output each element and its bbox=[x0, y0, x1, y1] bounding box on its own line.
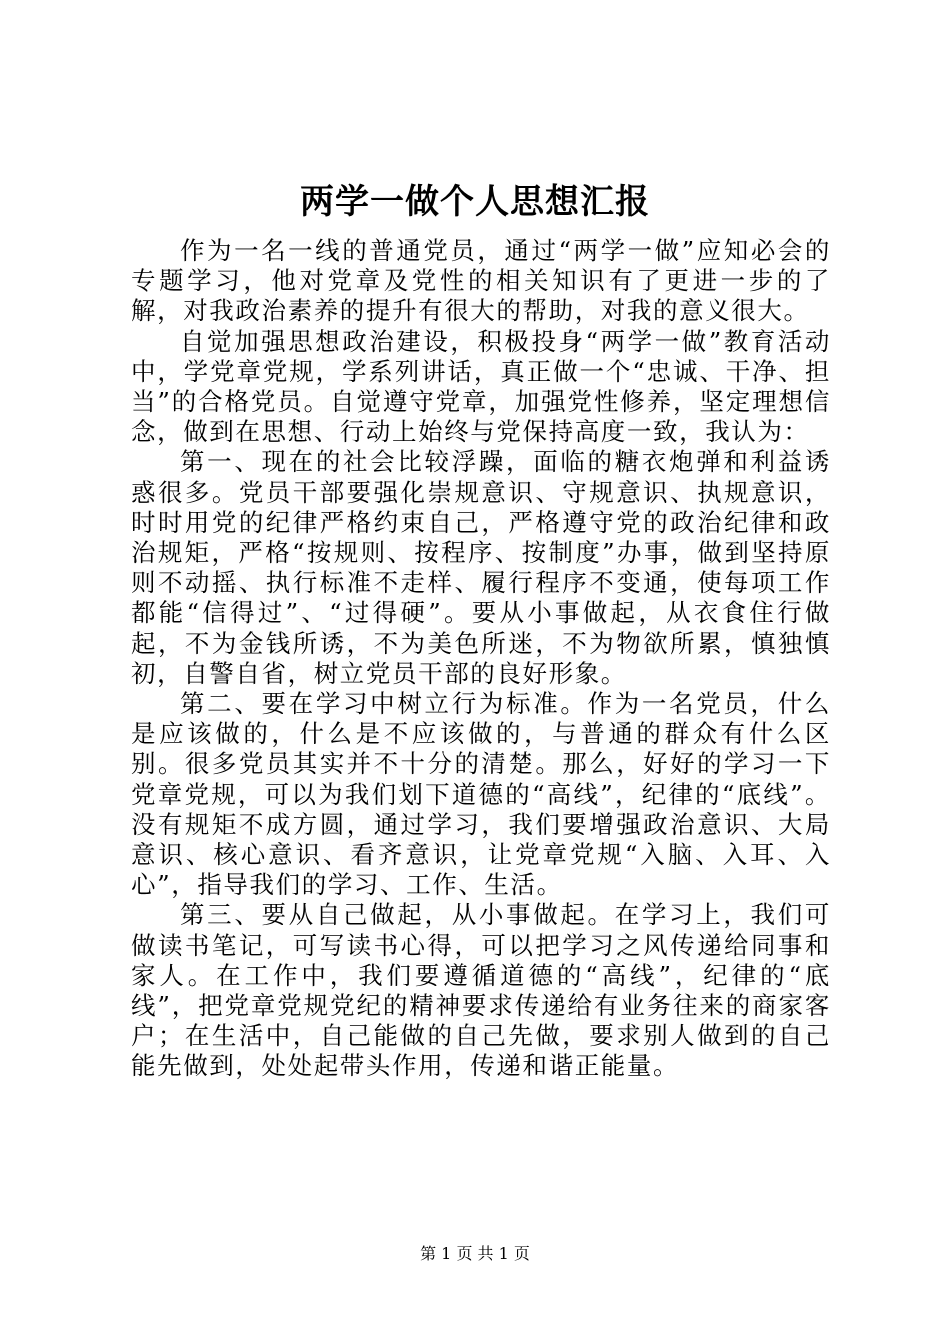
paragraph-point-three: 第三、要从自己做起，从小事做起。在学习上，我们可做读书笔记，可写读书心得，可以把学习之风传递给同事和家人。在工作中，我们要遵循道德的“高线”，纪律的“底线”，把党章党规党纪的精神要求传递给有业务往来的商家客户；在生活中，自己能做的自己先做，要求别人做到的自己能先做到，处处起带头作用，传递和谐正能量。 bbox=[131, 900, 831, 1081]
page-number-footer: 第 1 页 共 1 页 bbox=[420, 1244, 530, 1263]
paragraph-point-one: 第一、现在的社会比较浮躁，面临的糖衣炮弹和利益诱惑很多。党员干部要强化崇规意识、守规意识、执规意识，时时用党的纪律严格约束自己，严格遵守党的政治纪律和政治规矩，严格“按规则、按程序、按制度”办事，做到坚持原则不动摇、执行标准不走样、履行程序不变通，使每项工作都能“信得过”、“过得硬”。要从小事做起，从衣食住行做起，不为金钱所诱，不为美色所迷，不为物欲所累，慎独慎初，自警自省，树立党员干部的良好形象。 bbox=[131, 447, 831, 688]
paragraph-commitment: 自觉加强思想政治建设，积极投身“两学一做”教育活动中，学党章党规，学系列讲话，真正做一个“忠诚、干净、担当”的合格党员。自觉遵守党章，加强党性修养，坚定理想信念，做到在思想、行动上始终与党保持高度一致，我认为： bbox=[131, 326, 831, 447]
paragraph-intro: 作为一名一线的普通党员，通过“两学一做”应知必会的专题学习，他对党章及党性的相关知识有了更进一步的了解，对我政治素养的提升有很大的帮助，对我的意义很大。 bbox=[131, 236, 831, 326]
document-title: 两学一做个人思想汇报 bbox=[300, 182, 650, 222]
paragraph-point-two: 第二、要在学习中树立行为标准。作为一名党员，什么是应该做的，什么是不应该做的，与普通的群众有什么区别。很多党员其实并不十分的清楚。那么，好好的学习一下党章党规，可以为我们划下道德的“高线”，纪律的“底线”。没有规矩不成方圆，通过学习，我们要增强政治意识、大局意识、核心意识、看齐意识，让党章党规“入脑、入耳、入心”，指导我们的学习、工作、生活。 bbox=[131, 689, 831, 900]
document-body bbox=[131, 236, 831, 1082]
